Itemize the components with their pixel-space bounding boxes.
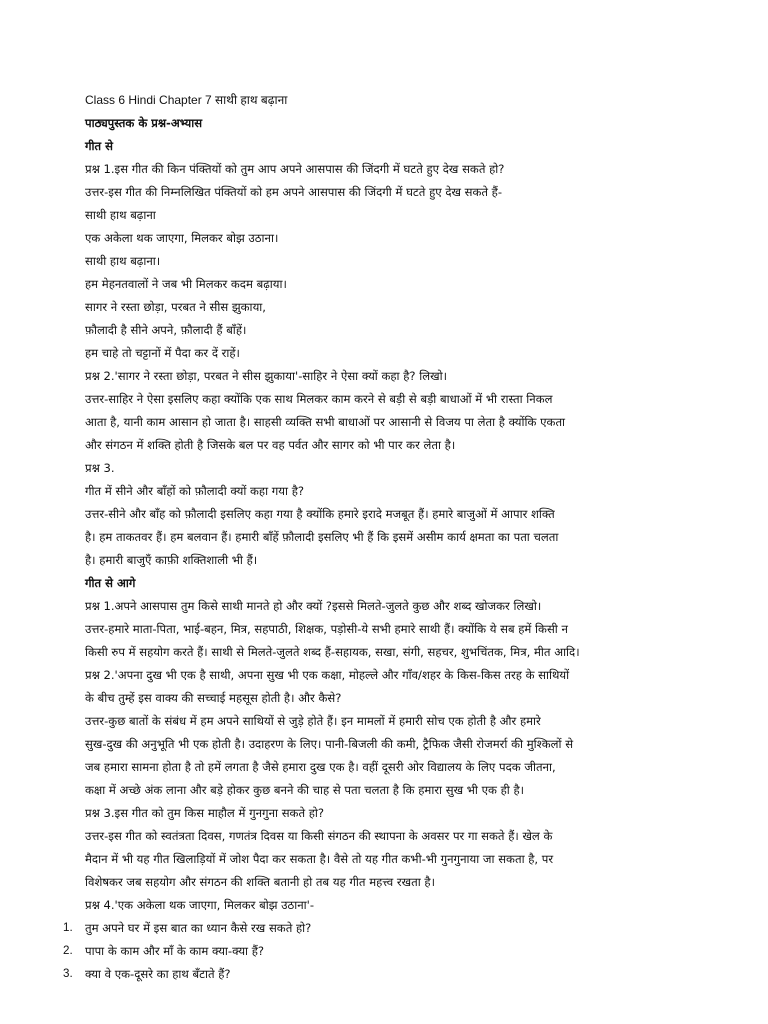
text-line: साथी हाथ बढ़ाना [85, 208, 156, 222]
text-line: उत्तर-हमारे माता-पिता, भाई-बहन, मित्र, सहपाठी, शिक्षक, पड़ोसी-ये सभी हमारे साथी हैं। क्योंकि ये सब हमें किसी न [85, 622, 568, 636]
text-line: प्रश्न 1.इस गीत की किन पंक्तियों को तुम आप अपने आसपास की जिंदगी में घटते हुए देख सकते हो? [85, 162, 505, 176]
text-line: है। हम ताकतवर हैं। हम बलवान हैं। हमारी बाँहें फ़ौलादी इसलिए भी हैं कि इसमें असीम कार्य क्षमता का पता चलता [85, 530, 559, 544]
section-heading: पाठ्यपुस्तक के प्रश्न-अभ्यास [85, 116, 203, 130]
text-line: उत्तर-इस गीत को स्वतंत्रता दिवस, गणतंत्र दिवस या किसी संगठन की स्थापना के अवसर पर गा सकते हैं। खेल के [85, 829, 553, 843]
text-line: प्रश्न 1.अपने आसपास तुम किसे साथी मानते हो और क्यों ?इससे मिलते-जुलते कुछ और शब्द खोजकर लिखो। [85, 599, 542, 613]
text-line: प्रश्न 4.'एक अकेला थक जाएगा, मिलकर बोझ उठाना'- [85, 898, 315, 912]
text-line: आता है, यानी काम आसान हो जाता है। साहसी व्यक्ति सभी बाधाओं पर आसानी से विजय पा लेता है क्योंकि एकता [85, 415, 566, 429]
list-item-number: 3. [63, 967, 73, 980]
text-line: सुख-दुख की अनुभूति भी एक होती है। उदाहरण के लिए। पानी-बिजली की कमी, ट्रैफिक जैसी रोजमर्रा की मुश्किलों से [85, 737, 574, 751]
list-item-text: पापा के काम और माँ के काम क्या-क्या हैं? [85, 944, 265, 958]
text-line: गीत में सीने और बाँहों को फ़ौलादी क्यों कहा गया है? [85, 484, 305, 498]
text-line: प्रश्न 3. [85, 461, 115, 475]
text-line: कक्षा में अच्छे अंक लाना और बड़े होकर कुछ बनने की चाह से पता चलता है कि हमारा सुख भी एक ही है। [85, 783, 524, 797]
text-line: फ़ौलादी है सीने अपने, फ़ौलादी हैं बाँहें। [85, 323, 247, 337]
text-line: सागर ने रस्ता छोड़ा, परबत ने सीस झुकाया, [85, 300, 266, 314]
text-line: के बीच तुम्हें इस वाक्य की सच्चाई महसूस होती है। और कैसे? [85, 691, 342, 705]
text-line: हम मेहनतवालों ने जब भी मिलकर कदम बढ़ाया। [85, 277, 287, 291]
list-item-number: 1. [63, 921, 73, 934]
text-line: प्रश्न 2.'सागर ने रस्ता छोड़ा, परबत ने सीस झुकाया'-साहिर ने ऐसा क्यों कहा है? लिखो। [85, 369, 447, 383]
text-line: विशेषकर जब सहयोग और संगठन की शक्ति बतानी हो तब यह गीत महत्त्व रखता है। [85, 875, 435, 889]
text-line: उत्तर-साहिर ने ऐसा इसलिए कहा क्योंकि एक साथ मिलकर काम करने से बड़ी से बड़ी बाधाओं में भी रास्ता निकल [85, 392, 553, 406]
subsection-heading: गीत से आगे [85, 576, 136, 590]
text-line: उत्तर-इस गीत की निम्नलिखित पंक्तियों को हम अपने आसपास की जिंदगी में घटते हुए देख सकते हैं- [85, 185, 503, 199]
list-item-text: तुम अपने घर में इस बात का ध्यान कैसे रख सकते हो? [85, 921, 312, 935]
text-line: मैदान में भी यह गीत खिलाड़ियों में जोश पैदा कर सकता है। वैसे तो यह गीत कभी-भी गुनगुनाया जा सकता है, पर [85, 852, 554, 866]
text-line: उत्तर-कुछ बातों के संबंध में हम अपने साथियों से जुड़े होते हैं। इन मामलों में हमारी सोच एक होती है और हमारे [85, 714, 541, 728]
text-line: हम चाहे तो चट्टानों में पैदा कर दें राहें। [85, 346, 240, 360]
document-title: Class 6 Hindi Chapter 7 साथी हाथ बढ़ाना [85, 93, 288, 107]
text-line: है। हमारी बाजुएँ काफ़ी शक्तिशाली भी हैं। [85, 553, 258, 567]
text-line: जब हमारा सामना होता है तो हमें लगता है जैसे हमारा दुख एक है। वहीं दूसरी ओर विद्यालय के लिए पदक जीतना, [85, 760, 556, 774]
list-item-text: क्या वे एक-दूसरे का हाथ बँटाते हैं? [85, 967, 231, 981]
text-line: प्रश्न 3.इस गीत को तुम किस माहौल में गुनगुना सकते हो? [85, 806, 325, 820]
list-item-number: 2. [63, 944, 73, 957]
text-line: एक अकेला थक जाएगा, मिलकर बोझ उठाना। [85, 231, 279, 245]
text-line: किसी रुप में सहयोग करते हैं। साथी से मिलते-जुलते शब्द हैं-सहायक, सखा, संगी, सहचर, शुभचिंतक, मित्र, मीत आदि। [85, 645, 580, 659]
text-line: प्रश्न 2.'अपना दुख भी एक है साथी, अपना सुख भी एक कक्षा, मोहल्ले और गाँव/शहर के किस-किस तरह के साथियों [85, 668, 570, 682]
text-line: उत्तर-सीने और बाँह को फ़ौलादी इसलिए कहा गया है क्योंकि हमारे इरादे मजबूत हैं। हमारे बाजुओं में आपार शक्ति [85, 507, 555, 521]
text-line: और संगठन में शक्ति होती है जिसके बल पर वह पर्वत और सागर को भी पार कर लेता है। [85, 438, 456, 452]
subsection-heading: गीत से [85, 139, 114, 153]
text-line: साथी हाथ बढ़ाना। [85, 254, 161, 268]
